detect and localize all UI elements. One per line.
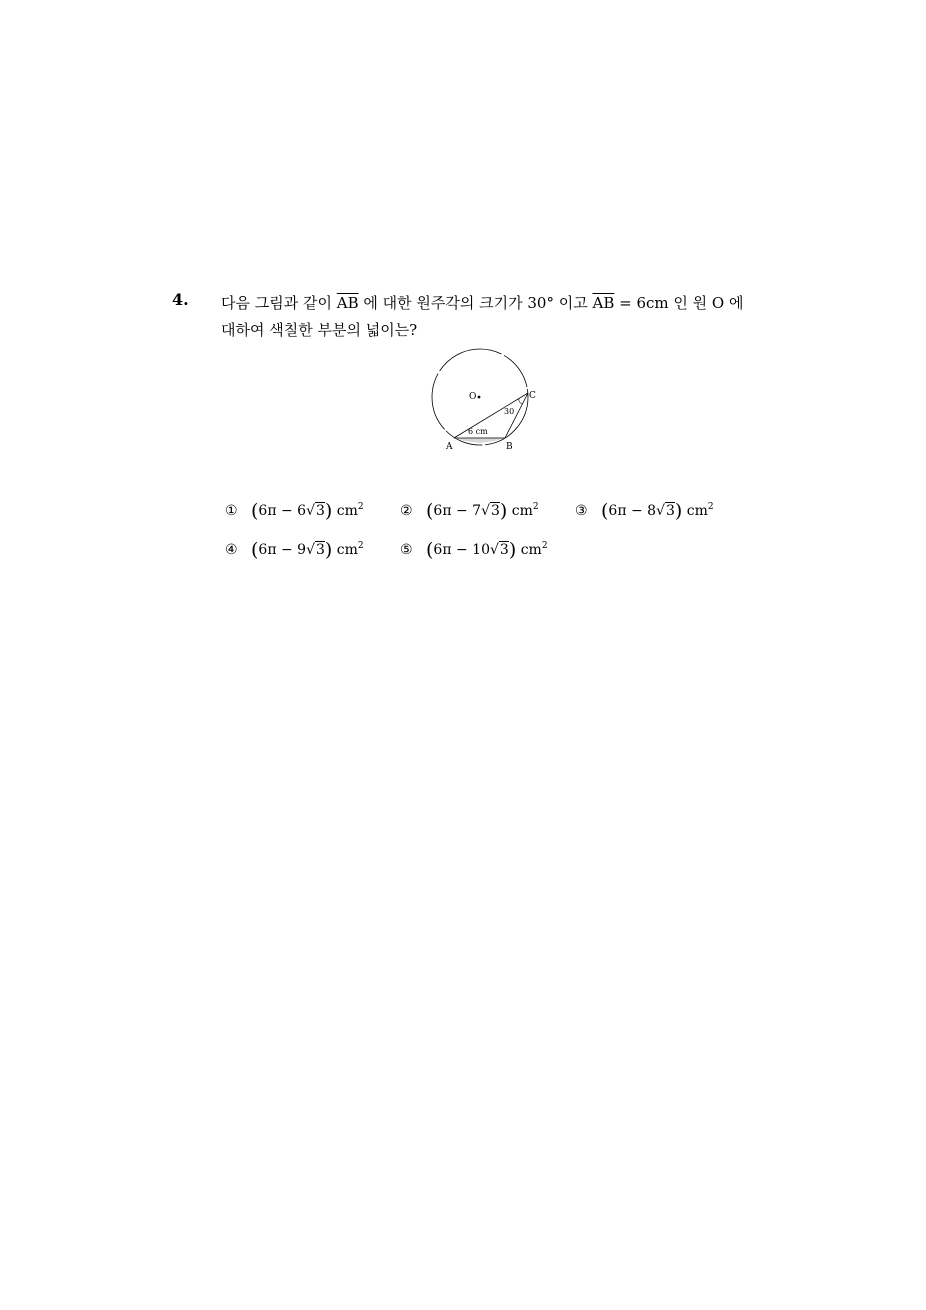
choice-3-exp: 2: [707, 502, 714, 512]
choice-5[interactable]: ⑤ (6π − 10√3) $cm^2$: [400, 539, 548, 561]
angle-label: 30: [504, 407, 515, 416]
question-line-2: 대하여 색칠한 부분의 넓이는?: [221, 321, 418, 339]
question-part-3: = 6cm 인 원 O 에: [619, 294, 744, 312]
label-c: C: [529, 391, 536, 401]
choice-4[interactable]: ④ (6π − 9√3) $cm^2$: [225, 539, 364, 561]
choice-3-expr: 6π − 8: [608, 503, 657, 519]
label-o: O: [469, 392, 477, 402]
choice-1[interactable]: ① (6π − 6√3) $cm^2$: [225, 500, 364, 522]
problem-number: 4.: [172, 290, 189, 309]
angle-arc: [519, 398, 522, 404]
choice-4-unit: cm: [336, 542, 358, 558]
circle-figure: [420, 346, 550, 456]
choice-5-mark: ⑤: [400, 542, 413, 558]
choice-1-mark: ①: [225, 503, 238, 519]
label-b: B: [506, 442, 513, 452]
choice-4-exp: 2: [357, 541, 364, 551]
center-point: [478, 396, 481, 399]
question-part-1: 다음 그림과 같이: [221, 294, 332, 312]
choice-5-expr: 6π − 10: [433, 542, 490, 558]
length-label: 6 cm: [468, 427, 488, 436]
segment-ab-1: $\overline{AB}$: [336, 294, 359, 312]
choice-5-unit: cm: [520, 542, 542, 558]
choice-1-root: 3: [316, 503, 325, 519]
choice-4-expr: 6π − 9: [258, 542, 307, 558]
choice-3-root: 3: [666, 503, 675, 519]
choice-1-exp: 2: [357, 502, 364, 512]
question-text: [221, 290, 761, 344]
choice-5-root: 3: [499, 542, 509, 558]
choice-2-root: 3: [491, 503, 500, 519]
choice-1-unit: cm: [336, 503, 358, 519]
choice-3-mark: ③: [575, 503, 588, 519]
choice-3-unit: cm: [686, 503, 708, 519]
segment-ab-2: $\overline{AB}$: [592, 294, 615, 312]
choice-2-unit: cm: [511, 503, 533, 519]
choice-2[interactable]: ② (6π − 7√3) $cm^2$: [400, 500, 539, 522]
choice-3[interactable]: ③ (6π − 8√3) $cm^2$: [575, 500, 714, 522]
choice-1-expr: 6π − 6: [258, 503, 307, 519]
choice-5-exp: 2: [541, 541, 548, 551]
choice-4-mark: ④: [225, 542, 238, 558]
choice-2-mark: ②: [400, 503, 413, 519]
choice-2-expr: 6π − 7: [433, 503, 482, 519]
question-part-2: 에 대한 원주각의 크기가 30° 이고: [363, 294, 588, 312]
choice-4-root: 3: [316, 542, 325, 558]
choice-2-exp: 2: [532, 502, 539, 512]
label-a: A: [446, 442, 453, 452]
